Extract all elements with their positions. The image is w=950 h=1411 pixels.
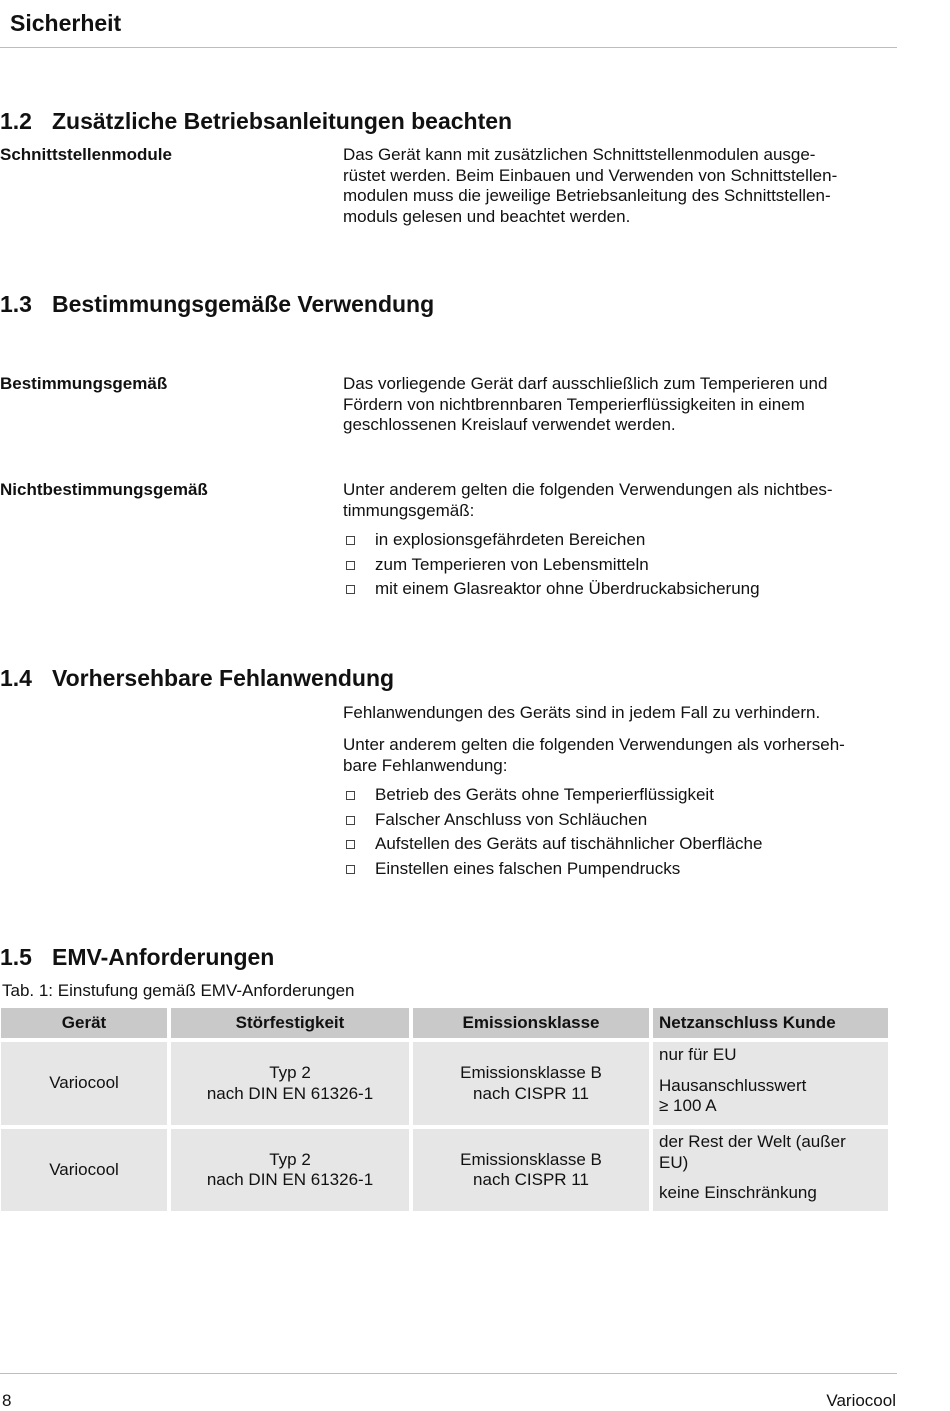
cell-immunity: Typ 2 nach DIN EN 61326-1	[171, 1042, 409, 1125]
square-bullet-icon	[346, 840, 355, 849]
text-line: modulen muss die jeweilige Betriebsanleitung des Schnittstellen-	[343, 186, 831, 205]
side-label-schnittstellenmodule: Schnittstellenmodule	[0, 145, 172, 164]
section-1-5-heading	[0, 944, 274, 971]
section-number: 1.5	[0, 944, 32, 970]
section-number: 1.3	[0, 291, 32, 317]
paragraph-misuse-list-intro	[343, 735, 903, 776]
section-title: EMV-Anforderungen	[52, 944, 275, 970]
column-header-emission: Emissionsklasse	[413, 1008, 649, 1038]
header-divider	[0, 47, 897, 48]
footer-product-name: Variocool	[826, 1391, 896, 1410]
table-caption: Tab. 1: Einstufung gemäß EMV-Anforderungen	[2, 981, 355, 1000]
page-number: 8	[2, 1391, 12, 1410]
section-1-3-heading	[0, 291, 434, 318]
square-bullet-icon	[346, 816, 355, 825]
paragraph-intended-use	[343, 374, 903, 436]
section-title: Bestimmungsgemäße Verwendung	[52, 291, 435, 317]
cell-mains: der Rest der Welt (außer EU) keine Einschränkung	[653, 1129, 888, 1211]
section-number: 1.4	[0, 665, 32, 691]
non-intended-use-list	[343, 528, 903, 602]
page-header-title: Sicherheit	[10, 10, 122, 36]
cell-emission: Emissionsklasse B nach CISPR 11	[413, 1129, 649, 1211]
list-item: mit einem Glasreaktor ohne Überdruckabsicherung	[343, 577, 903, 602]
column-header-device: Gerät	[1, 1008, 167, 1038]
text-line: rüstet werden. Beim Einbauen und Verwenden von Schnittstellen-	[343, 165, 838, 185]
side-label-bestimmungsgemaess: Bestimmungsgemäß	[0, 374, 168, 393]
section-1-2-heading	[0, 108, 512, 135]
square-bullet-icon	[346, 585, 355, 594]
paragraph-interface-modules	[343, 145, 903, 227]
cell-device: Variocool	[1, 1129, 167, 1211]
text-line: Fördern von nichtbrennbaren Temperierflüssigkeiten in einem	[343, 394, 805, 414]
list-item: Falscher Anschluss von Schläuchen	[343, 808, 903, 833]
text-line: bare Fehlanwendung:	[343, 755, 508, 775]
square-bullet-icon	[346, 791, 355, 800]
table-row	[1, 1129, 888, 1211]
section-1-4-heading	[0, 665, 394, 692]
text-line: moduls gelesen und beachtet werden.	[343, 206, 631, 226]
emv-table	[0, 1004, 892, 1215]
square-bullet-icon	[346, 865, 355, 874]
table-header-row	[1, 1008, 888, 1038]
list-item: in explosionsgefährdeten Bereichen	[343, 528, 903, 553]
cell-mains: nur für EU Hausanschlusswert ≥ 100 A	[653, 1042, 888, 1125]
list-item: Aufstellen des Geräts auf tischähnlicher Oberfläche	[343, 832, 903, 857]
cell-emission: Emissionsklasse B nach CISPR 11	[413, 1042, 649, 1125]
footer-divider	[0, 1373, 897, 1374]
square-bullet-icon	[346, 561, 355, 570]
column-header-mains: Netzanschluss Kunde	[653, 1008, 888, 1038]
square-bullet-icon	[346, 536, 355, 545]
list-item: Betrieb des Geräts ohne Temperierflüssigkeit	[343, 783, 903, 808]
list-item: Einstellen eines falschen Pumpendrucks	[343, 857, 903, 882]
misuse-list	[343, 783, 903, 881]
list-item: zum Temperieren von Lebensmitteln	[343, 553, 903, 578]
paragraph-misuse-intro: Fehlanwendungen des Geräts sind in jedem Fall zu verhindern.	[343, 703, 821, 722]
text-line: geschlossenen Kreislauf verwendet werden.	[343, 415, 676, 434]
paragraph-non-intended-use	[343, 480, 903, 521]
section-title: Zusätzliche Betriebsanleitungen beachten	[52, 108, 513, 134]
text-line: Das vorliegende Gerät darf ausschließlich zum Temperieren und	[343, 374, 828, 393]
text-line: Unter anderem gelten die folgenden Verwendungen als vorherseh-	[343, 735, 845, 754]
section-number: 1.2	[0, 108, 32, 134]
table-row	[1, 1042, 888, 1125]
cell-device: Variocool	[1, 1042, 167, 1125]
text-line: Unter anderem gelten die folgenden Verwendungen als nichtbes-	[343, 480, 833, 499]
text-line: Das Gerät kann mit zusätzlichen Schnittstellenmodulen ausge-	[343, 145, 816, 164]
cell-immunity: Typ 2 nach DIN EN 61326-1	[171, 1129, 409, 1211]
side-label-nichtbestimmungsgemaess: Nichtbestimmungsgemäß	[0, 480, 208, 499]
text-line: timmungsgemäß:	[343, 500, 475, 520]
section-title: Vorhersehbare Fehlanwendung	[52, 665, 395, 691]
column-header-immunity: Störfestigkeit	[171, 1008, 409, 1038]
